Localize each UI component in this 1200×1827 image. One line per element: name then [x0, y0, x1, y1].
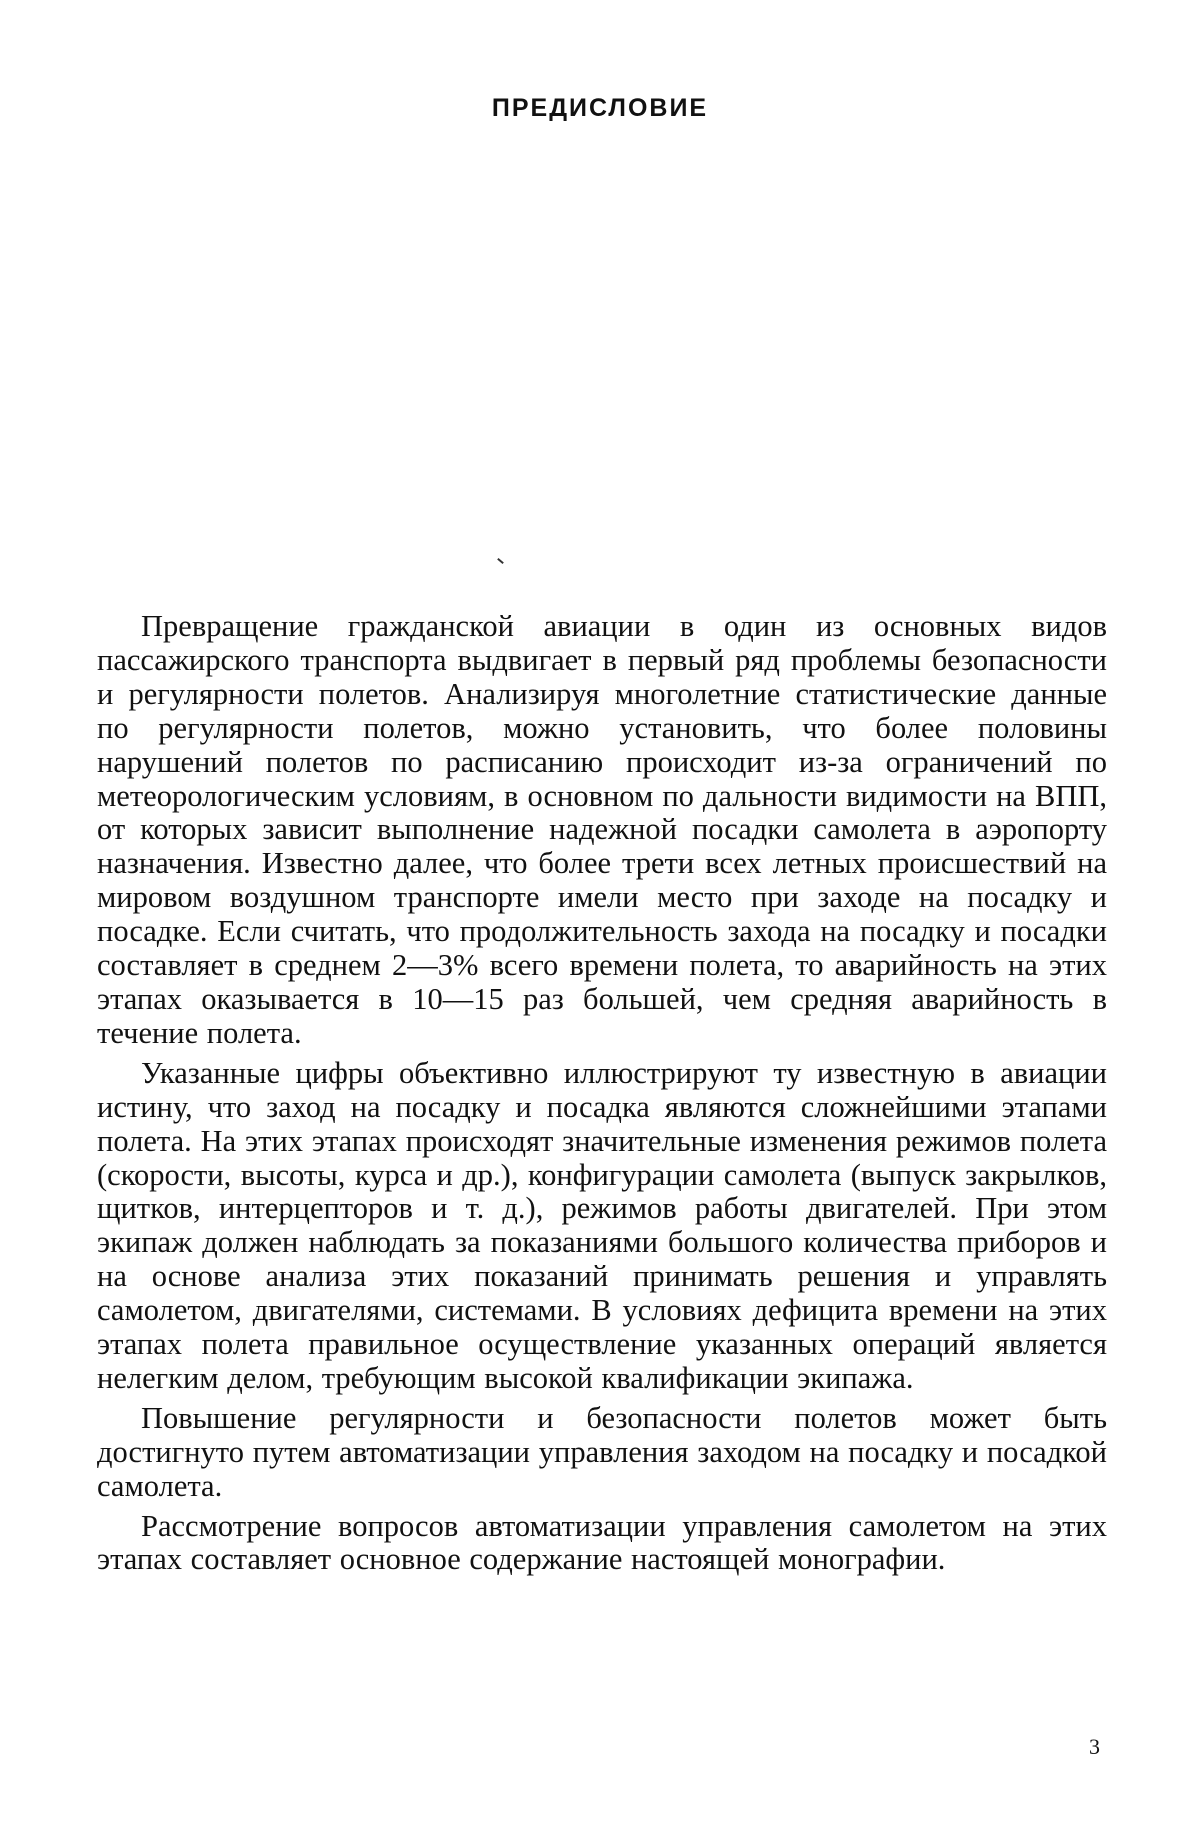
paragraph: Превращение гражданской авиации в один из основных видов пассажирского транспорта выдвигает в первый ряд проблемы безопасности и регулярности полетов. Анализируя многолетние статистические данные по регулярности полетов, можно установить, что более половины нарушений полетов по расписанию происходит из-за ограничений по метеорологическим условиям, в основном по дальности видимости на ВПП, от которых зависит выполнение надежной посадки самолета в аэропорту назначения. Известно далее, что более трети всех летных происшествий на мировом воздушном транспорте имели место при заходе на посадку и посадке. Если считать, что продолжительность захода на посадку и посадки составляет в среднем 2—3% всего времени полета, то аварийность на этих этапах оказывается в 10—15 раз большей, чем средняя аварийность в течение полета. [97, 609, 1107, 1050]
section-heading: ПРЕДИСЛОВИЕ [491, 94, 709, 122]
body-text [97, 610, 1107, 1577]
scan-speck [497, 558, 504, 564]
page-number: 3 [1089, 1734, 1100, 1759]
paragraph: Указанные цифры объективно иллюстрируют ту известную в авиации истину, что заход на посадку и посадка являются сложнейшими этапами полета. На этих этапах происходят значительные изменения режимов полета (скорости, высоты, курса и др.), конфигурации самолета (выпуск закрылков, щитков, интерцепторов и т. д.), режимов работы двигателей. При этом экипаж должен наблюдать за показаниями большого количества приборов и на основе анализа этих показаний принимать решения и управлять самолетом, двигателями, системами. В условиях дефицита времени на этих этапах полета правильное осуществление указанных операций является нелегким делом, требующим высокой квалификации экипажа. [97, 1055, 1107, 1395]
paragraph: Повышение регулярности и безопасности полетов может быть достигнуто путем автоматизации управления заходом на посадку и посадкой самолета. [97, 1400, 1107, 1503]
paragraph: Рассмотрение вопросов автоматизации управления самолетом на этих этапах составляет основное содержание настоящей монографии. [97, 1508, 1107, 1577]
